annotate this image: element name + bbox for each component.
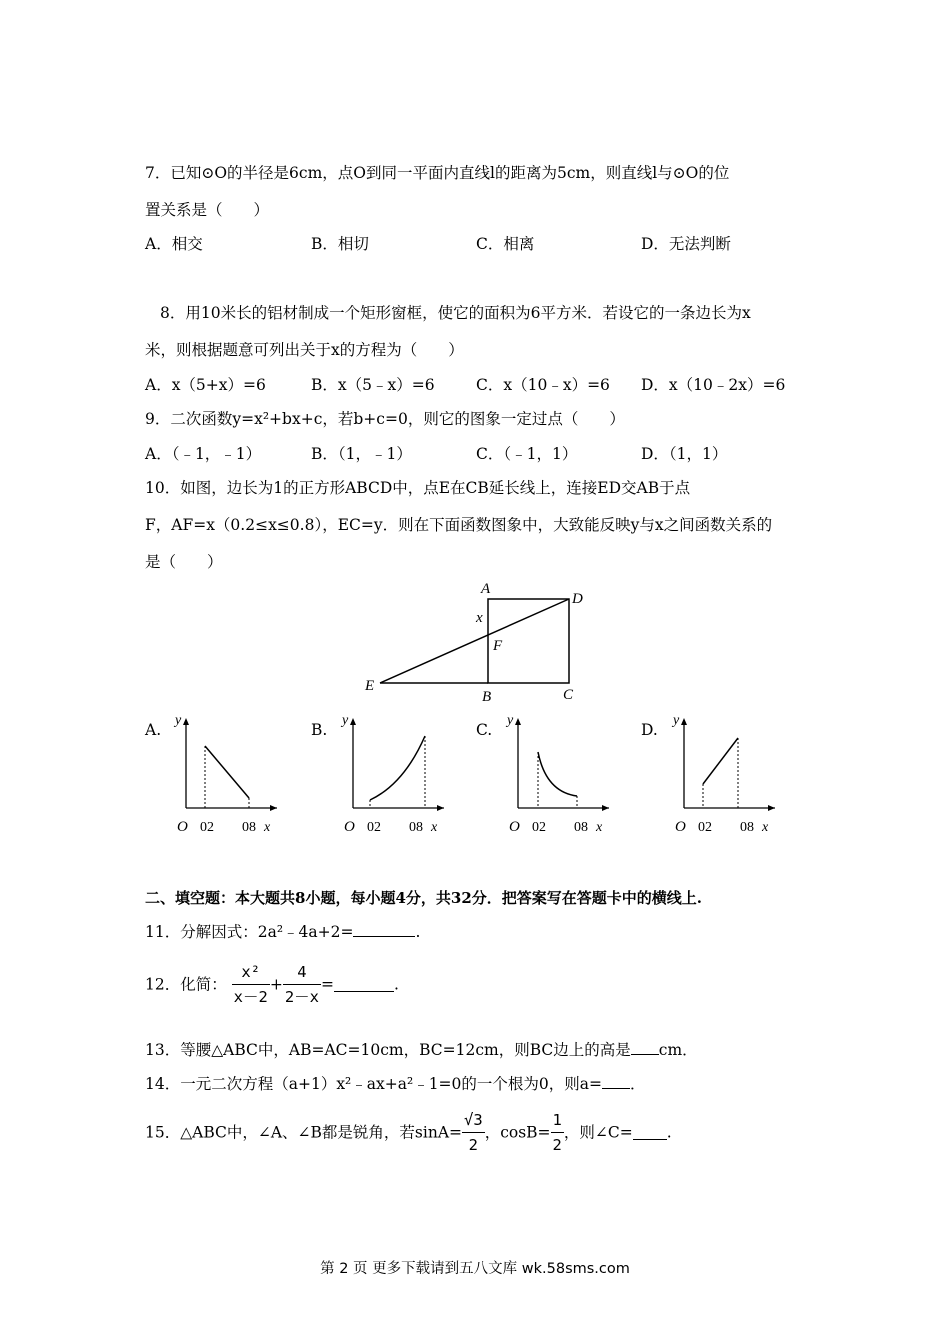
graph-a	[172, 712, 287, 840]
q7-option-c: C．相离	[476, 235, 535, 253]
q9-option-a: A．（﹣1，﹣1）	[145, 445, 262, 463]
q7-option-d: D．无法判断	[641, 235, 731, 253]
svg-text:08: 08	[574, 820, 588, 835]
graph-option-b-label: B.	[311, 721, 328, 739]
q8-option-d: D．x（10﹣2x）=6	[641, 376, 786, 394]
q13-blank[interactable]	[631, 1040, 659, 1055]
svg-text:y: y	[507, 713, 514, 728]
svg-text:O: O	[177, 819, 188, 835]
section2-title: 二、填空题：本大题共8小题，每小题4分，共32分．把答案写在答题卡中的横线上.	[145, 889, 702, 907]
svg-text:x: x	[431, 820, 438, 835]
label-c: C	[563, 687, 574, 703]
q15-fraction-sin: $\frac{√3}{2}$	[462, 1108, 485, 1157]
q9-option-d: D．（1，1）	[641, 445, 728, 463]
q10-line2: F，AF=x（0.2≤x≤0.8），EC=y．则在下面函数图象中，大致能反映y与x之间函数关系的	[145, 516, 773, 534]
svg-text:02: 02	[698, 820, 712, 835]
label-e: E	[365, 678, 375, 694]
graph-option-d-label: D.	[641, 721, 658, 739]
graph-c	[504, 712, 619, 840]
q10-line3: 是（ ）	[145, 553, 223, 571]
q8-line2: 米，则根据题意可列出关于x的方程为（ ）	[145, 341, 464, 359]
q7-line2: 置关系是（ ）	[145, 201, 270, 219]
q15: 15．△ABC中，∠A、∠B都是锐角，若sinA= $\frac{√3}{2}$ ，cosB= $\frac{1}{2}$ ，则∠C= .	[145, 1108, 672, 1157]
label-a: A	[481, 581, 491, 597]
q12-fraction-2: $\frac{4}{2-x}$	[283, 960, 321, 1009]
svg-text:08: 08	[242, 820, 256, 835]
svg-text:x: x	[264, 820, 271, 835]
q8-option-a: A．x（5+x）=6	[145, 376, 266, 394]
svg-text:y: y	[673, 713, 680, 728]
q8-option-c: C．x（10﹣x）=6	[476, 376, 610, 394]
q15-blank[interactable]	[633, 1125, 667, 1140]
square-figure	[360, 578, 600, 708]
svg-text:02: 02	[367, 820, 381, 835]
svg-text:y: y	[342, 713, 349, 728]
q9-option-c: C．（﹣1，1）	[476, 445, 578, 463]
q13: 13．等腰△ABC中，AB=AC=10cm，BC=12cm，则BC边上的高是 cm．	[145, 1041, 698, 1059]
line-ed	[380, 599, 569, 683]
label-d: D	[572, 591, 583, 607]
label-f: F	[493, 638, 503, 654]
svg-text:O: O	[344, 819, 355, 835]
q11: 11．分解因式：2a²﹣4a+2= .	[145, 923, 421, 941]
q8-option-b: B．x（5﹣x）=6	[311, 376, 435, 394]
svg-text:y: y	[175, 713, 182, 728]
q14: 14．一元二次方程（a+1）x²﹣ax+a²﹣1=0的一个根为0，则a= ．	[145, 1075, 646, 1093]
q9-line1: 9．二次函数y=x²+bx+c，若b+c=0，则它的图象一定过点（ ）	[145, 410, 625, 428]
q12-fraction-1: $\frac{\text{x²}}{x-2}$	[232, 960, 270, 1009]
graph-c-curve	[538, 752, 577, 796]
svg-text:O: O	[509, 819, 520, 835]
graph-b	[339, 712, 454, 840]
q12-blank[interactable]	[334, 977, 394, 992]
svg-text:08: 08	[409, 820, 423, 835]
graph-option-a-label: A.	[145, 721, 162, 739]
label-x: x	[476, 610, 483, 626]
q7-option-a: A．相交	[145, 235, 203, 253]
q15-fraction-cos: $\frac{1}{2}$	[551, 1108, 564, 1157]
page-footer: 第 2 页 更多下载请到五八文库 wk.58sms.com	[320, 1261, 630, 1277]
svg-text:x: x	[762, 820, 769, 835]
q11-blank[interactable]	[353, 922, 415, 937]
q14-blank[interactable]	[602, 1074, 630, 1089]
svg-text:08: 08	[740, 820, 754, 835]
svg-text:O: O	[675, 819, 686, 835]
q12: 12．化简： $\frac{\text{x²}}{x-2}$ + $\frac{4}{2-x}$ = .	[145, 960, 399, 1009]
svg-text:02: 02	[532, 820, 546, 835]
label-b: B	[482, 689, 492, 705]
q7-line1: 7．已知⊙O的半径是6cm，点O到同一平面内直线l的距离为5cm，则直线l与⊙O的位	[145, 164, 730, 182]
graph-d	[670, 712, 785, 840]
graph-d-curve	[703, 738, 738, 784]
svg-text:x: x	[596, 820, 603, 835]
svg-text:02: 02	[200, 820, 214, 835]
graph-option-c-label: C.	[476, 721, 493, 739]
graph-a-curve	[205, 746, 249, 798]
q7-option-b: B．相切	[311, 235, 369, 253]
graph-b-curve	[370, 736, 425, 800]
q8-line1: 8．用10米长的铝材制成一个矩形窗框，使它的面积为6平方米．若设它的一条边长为x	[160, 304, 751, 322]
q9-option-b: B．（1，﹣1）	[311, 445, 412, 463]
q10-line1: 10．如图，边长为1的正方形ABCD中，点E在CB延长线上，连接ED交AB于点	[145, 479, 691, 497]
